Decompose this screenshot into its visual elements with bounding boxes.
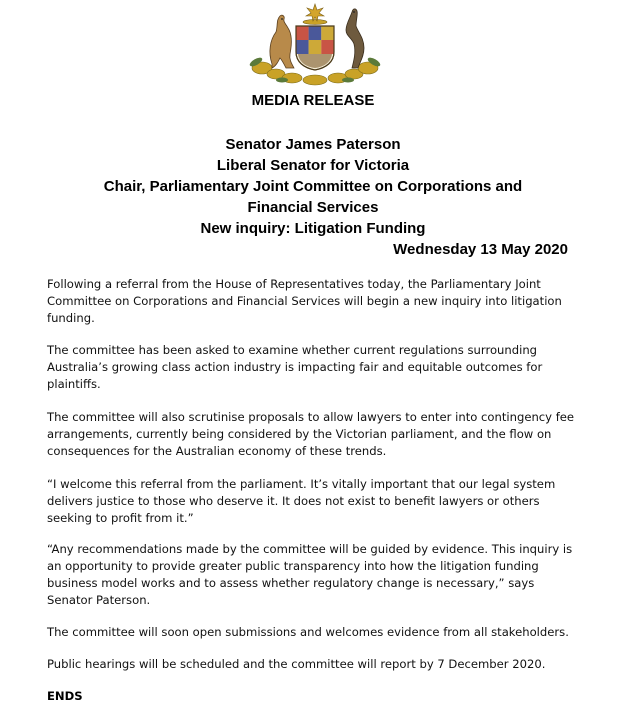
senator-name: Senator James Paterson (225, 136, 401, 153)
quote-paragraph: “Any recommendations made by the committee will be guided by evidence. This inquiry is an opportunity to provide greater public transparency into how the litigation funding business model works and to assess whether regulatory change is necessary,” says Senator Paterson. (47, 542, 573, 607)
quote-paragraph: “I welcome this referral from the parliament. It’s vitally important that our legal system delivers justice to those who deserve it. It does not exist to benefit lawyers or others seeking to profit from it.” (47, 477, 556, 525)
body-paragraph: Public hearings will be scheduled and the committee will report by 7 December 2020. (47, 657, 546, 671)
committee-title-line-2: Financial Services (247, 199, 379, 216)
media-release-heading: MEDIA RELEASE (251, 92, 375, 109)
ends-marker: ENDS (47, 689, 83, 703)
committee-title-line-1: Chair, Parliamentary Joint Committee on Corporations and (103, 178, 523, 195)
release-date: Wednesday 13 May 2020 (393, 241, 568, 258)
body-paragraph: The committee will soon open submissions and welcomes evidence from all stakeholders. (47, 625, 569, 639)
body-paragraph: Following a referral from the House of Representatives today, the Parliamentary Joint Committee on Corporations and Financial Services will begin a new inquiry into litigation funding. (47, 277, 562, 325)
senator-role: Liberal Senator for Victoria (216, 157, 410, 174)
body-paragraph: The committee will also scrutinise proposals to allow lawyers to enter into contingency fee arrangements, currently being considered by the Victorian parliament, and the flow on consequences for the Australian economy of these trends. (47, 410, 575, 458)
body-paragraph: The committee has been asked to examine whether current regulations surrounding Australia’s growing class action industry is impacting fair and equitable outcomes for plaintiffs. (47, 343, 543, 391)
coat-of-arms-icon (242, 2, 388, 86)
release-subject: New inquiry: Litigation Funding (200, 220, 426, 237)
